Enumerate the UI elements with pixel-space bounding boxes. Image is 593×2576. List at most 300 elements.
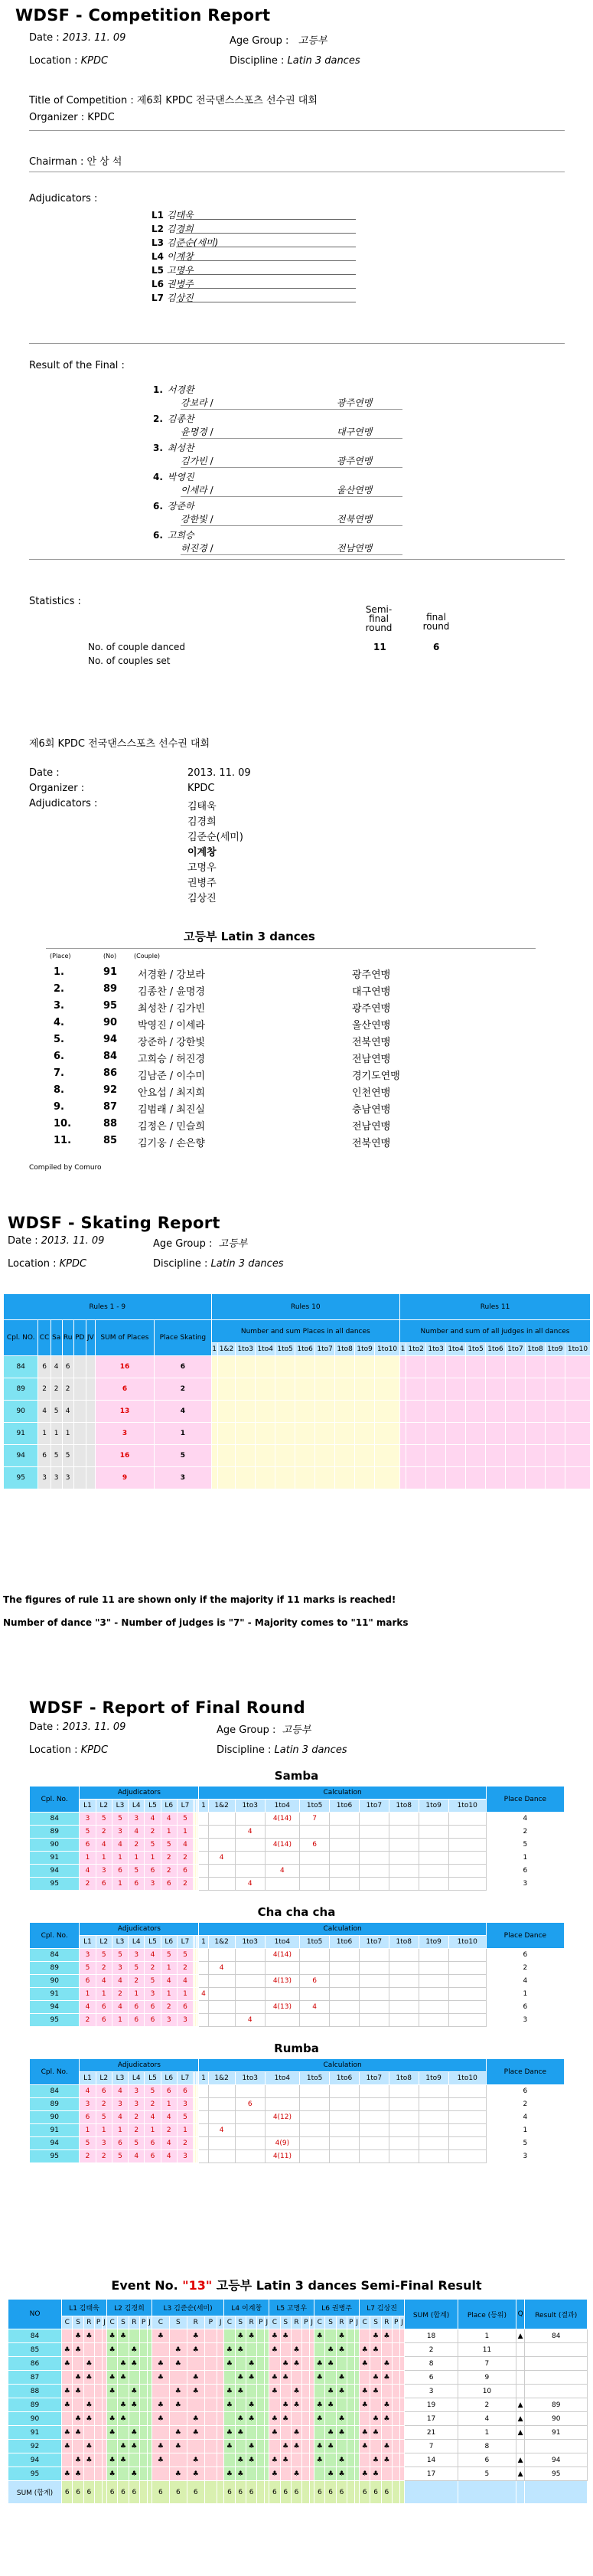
calc-value: 4: [235, 1826, 265, 1839]
adjudicator-name: 김경희: [167, 224, 194, 234]
judge-mark: 1: [80, 1988, 96, 2001]
adjudicator-code: L6: [152, 279, 164, 289]
semi-mark: ♣: [314, 2371, 325, 2385]
semi-mark: [393, 2398, 400, 2412]
calc-value: [330, 1813, 360, 1826]
judge-mark: 2: [177, 1878, 193, 1891]
dance-col: P: [257, 2316, 265, 2329]
place-value: 2: [486, 1826, 564, 1839]
semi-place: 11: [458, 2343, 516, 2357]
semi-mark: ♣: [381, 2371, 392, 2385]
col-no: (No): [103, 953, 117, 959]
judge-mark: 2: [129, 2124, 145, 2137]
rule10-cell: [256, 1467, 275, 1489]
divider: [29, 559, 565, 560]
table-row: [8, 2398, 588, 2412]
semi-mark: [257, 2371, 265, 2385]
semi-mark: [302, 2398, 310, 2412]
place-value: 5: [486, 2137, 564, 2150]
rule11-cell: [446, 1445, 466, 1467]
semi-mark: ♣: [291, 2426, 301, 2440]
divider: [29, 343, 565, 344]
semi-mark: [204, 2440, 217, 2453]
fr-date-row: Date : 2013. 11. 09: [29, 1721, 126, 1733]
semi-place: 10: [458, 2385, 516, 2398]
summary-no: 86: [103, 1067, 118, 1079]
semi-mark: ♣: [73, 2343, 83, 2357]
semi-mark: [62, 2453, 73, 2467]
skating-value: 90: [4, 1401, 38, 1423]
calc-value: 4: [235, 1878, 265, 1891]
rule10-cell: [295, 1356, 315, 1378]
semi-mark: [95, 2412, 103, 2426]
semi-mark: ♣: [269, 2453, 280, 2467]
calc-value: [199, 2001, 208, 2014]
judge-mark: 6: [177, 2001, 193, 2014]
judge-mark: 6: [112, 2137, 128, 2150]
semi-mark: [204, 2329, 217, 2343]
judge-mark: 3: [80, 2098, 96, 2111]
calc-value: [419, 2098, 448, 2111]
judge-mark: 1: [161, 1962, 177, 1975]
judge-mark: 6: [145, 2014, 161, 2027]
calc-value: [300, 2150, 330, 2163]
semi-mark: [381, 2343, 392, 2357]
semi-mark: [347, 2426, 355, 2440]
semi-mark: [139, 2467, 147, 2481]
rule10-cell: [315, 1445, 335, 1467]
judge-header: L5 고명우: [269, 2300, 314, 2316]
table-row: [30, 2014, 565, 2027]
couple-number: 90: [30, 1839, 80, 1852]
skating-value: 6: [62, 1356, 73, 1378]
adjudicator-code: L3: [152, 237, 164, 248]
semi-mark: [280, 2426, 291, 2440]
rule10-cell: [217, 1423, 236, 1445]
judge-mark: 4: [129, 1826, 145, 1839]
calc-value: 4(14): [265, 1949, 300, 1962]
skating-value: 4: [62, 1401, 73, 1423]
place-value: 4: [486, 1975, 564, 1988]
semi-mark: [204, 2398, 217, 2412]
calc-value: [208, 2014, 235, 2027]
adjudicators-header: Adjudicators: [80, 2059, 199, 2072]
summary-title: 제6회 KPDC 전국댄스스포츠 선수권 대회: [29, 738, 210, 750]
semi-mark: ♣: [83, 2329, 94, 2343]
calc-value: [359, 2001, 389, 2014]
judge-mark: 4: [96, 1975, 112, 1988]
summary-couple: 김남준 / 이수미: [138, 1071, 205, 1082]
semi-mark: ♣: [360, 2357, 370, 2371]
semi-mark: [381, 2467, 392, 2481]
judge-col: L1: [80, 1936, 96, 1949]
calc-value: [448, 1988, 486, 2001]
summary-place: 4.: [54, 1017, 64, 1028]
calc-value: [300, 1878, 330, 1891]
semi-mark: [73, 2440, 83, 2453]
semi-mark: ♣: [246, 2371, 256, 2385]
judge-col: L3: [112, 1800, 128, 1813]
judge-mark: 2: [129, 2111, 145, 2124]
calc-value: [330, 1975, 360, 1988]
semi-final-header: Semi-final round: [365, 604, 393, 633]
semi-mark: [235, 2357, 246, 2371]
skating-col-header: Place Skating: [155, 1320, 211, 1356]
semi-place: 1: [458, 2329, 516, 2343]
table-row: [4, 1320, 591, 1343]
place-value: 3: [486, 2014, 564, 2027]
skating-value: 6: [38, 1356, 51, 1378]
couple-number: 95: [30, 1878, 80, 1891]
semi-mark: ♣: [381, 2412, 392, 2426]
skating-date-row: Date : 2013. 11. 09: [8, 1235, 105, 1247]
calc-value: [235, 2137, 265, 2150]
semi-couple-no: 85: [8, 2343, 62, 2357]
rule10-cell: [315, 1467, 335, 1489]
semi-q: [516, 2357, 525, 2371]
semi-mark: [280, 2385, 291, 2398]
sum-row-value: 6: [83, 2481, 94, 2504]
semi-mark: ♣: [83, 2440, 94, 2453]
calc-col: 1to7: [359, 1800, 389, 1813]
age-group-row: Age Group : 고등부: [230, 35, 327, 47]
rule11-cell: [565, 1423, 591, 1445]
semi-mark: ♣: [62, 2398, 73, 2412]
calc-value: [389, 2137, 419, 2150]
rule11-cell: [406, 1356, 426, 1378]
calc-value: [330, 1962, 360, 1975]
semi-mark: ♣: [129, 2426, 139, 2440]
table-row: [30, 1787, 565, 1800]
dance-col: R: [291, 2316, 301, 2329]
date-row: Date : 2013. 11. 09: [29, 32, 126, 44]
semi-mark: ♣: [280, 2357, 291, 2371]
skating-value: 1: [62, 1423, 73, 1445]
calc-value: [359, 1975, 389, 1988]
semi-mark: ♣: [370, 2412, 381, 2426]
result-lead: 김종찬: [167, 414, 194, 424]
semi-mark: [302, 2453, 310, 2467]
result-entry: [153, 528, 194, 541]
calc-col: 1to8: [389, 2072, 419, 2085]
table-row: [8, 2329, 588, 2343]
judge-mark: 5: [112, 1813, 128, 1826]
skating-value: [86, 1423, 95, 1445]
semi-mark: ♣: [360, 2467, 370, 2481]
judge-mark: 1: [145, 2124, 161, 2137]
rule10-cell: [375, 1378, 400, 1401]
calc-value: [330, 2014, 360, 2027]
table-row: [30, 2150, 565, 2163]
summary-place: 10.: [54, 1118, 72, 1129]
adjudicators-label: Adjudicators :: [29, 193, 98, 204]
semi-mark: [347, 2385, 355, 2398]
rule10-cell: [256, 1445, 275, 1467]
skating-value: [86, 1467, 95, 1489]
rule10-cell: [236, 1378, 256, 1401]
semi-mark: ♣: [314, 2453, 325, 2467]
semi-mark: [95, 2398, 103, 2412]
couple-number: 90: [30, 2111, 80, 2124]
sum-row-value: 6: [224, 2481, 235, 2504]
calc-col: 1: [199, 1800, 208, 1813]
semi-mark: ♣: [291, 2357, 301, 2371]
semi-mark: [107, 2398, 118, 2412]
judge-mark: 6: [177, 2085, 193, 2098]
semi-mark: [204, 2357, 217, 2371]
calc-value: [419, 1949, 448, 1962]
semi-mark: [129, 2329, 139, 2343]
semi-mark: ♣: [187, 2343, 204, 2357]
calc-value: 4: [235, 2014, 265, 2027]
calc-value: [235, 1865, 265, 1878]
rule10-cell: [355, 1356, 375, 1378]
place-dance-header: Place Dance: [486, 2059, 564, 2085]
rule10-cell: [375, 1356, 400, 1378]
sum-row-value: 6: [280, 2481, 291, 2504]
semi-mark: ♣: [224, 2343, 235, 2357]
calc-value: [199, 1962, 208, 1975]
calc-value: [419, 2014, 448, 2027]
semi-mark: [347, 2453, 355, 2467]
calc-value: [359, 1988, 389, 2001]
rule10-cell: [256, 1356, 275, 1378]
semi-sum: 8: [405, 2357, 458, 2371]
rule11-col: 1to4: [446, 1343, 466, 1356]
semi-mark: ♣: [381, 2329, 392, 2343]
discipline-row: Discipline : Latin 3 dances: [230, 55, 360, 67]
summary-place: 5.: [54, 1034, 64, 1045]
calc-value: [389, 1852, 419, 1865]
adjudicator-line: [176, 288, 356, 289]
rule11-cell: [406, 1378, 426, 1401]
skating-value: 6: [95, 1378, 154, 1401]
table-row: [30, 2111, 565, 2124]
semi-sum: 7: [405, 2440, 458, 2453]
calc-value: [330, 1865, 360, 1878]
calc-value: [235, 1988, 265, 2001]
rule10-cell: [217, 1445, 236, 1467]
semi-mark: [314, 2385, 325, 2398]
rule11-cell: [486, 1445, 506, 1467]
judge-mark: 4: [145, 2111, 161, 2124]
judge-col: L2: [96, 1800, 112, 1813]
rule11-cell: [466, 1423, 486, 1445]
semi-mark: ♣: [381, 2357, 392, 2371]
calc-value: [389, 2098, 419, 2111]
place-value: 5: [486, 1839, 564, 1852]
result-follow-name: 윤명경: [181, 427, 207, 437]
calc-value: [265, 1826, 300, 1839]
semi-mark: ♣: [169, 2426, 187, 2440]
skating-value: 2: [62, 1378, 73, 1401]
semi-mark: [235, 2440, 246, 2453]
semi-mark: ♣: [314, 2398, 325, 2412]
skating-report: [0, 1214, 593, 1643]
place-value: 6: [486, 2085, 564, 2098]
skating-value: 2: [38, 1378, 51, 1401]
semi-mark: [347, 2343, 355, 2357]
rule10-cell: [315, 1423, 335, 1445]
judge-mark: 2: [145, 2098, 161, 2111]
summary-organizer-label: Organizer :: [29, 783, 85, 794]
judge-mark: 4: [112, 2001, 128, 2014]
calc-value: [359, 2111, 389, 2124]
summary-no: 88: [103, 1118, 118, 1129]
semi-mark: ♣: [129, 2467, 139, 2481]
rule10-col: 1to3: [236, 1343, 256, 1356]
rule11-col: 1to8: [526, 1343, 546, 1356]
calc-col: 1to6: [330, 1800, 360, 1813]
calc-col: 1to3: [235, 2072, 265, 2085]
semi-mark: ♣: [107, 2371, 118, 2385]
dance-col: R: [246, 2316, 256, 2329]
rule10-col: 1to6: [295, 1343, 315, 1356]
calc-col: 1to5: [300, 1800, 330, 1813]
judge-mark: 4: [177, 1839, 193, 1852]
skating-value: 3: [38, 1467, 51, 1489]
result-lead: 최성찬: [167, 443, 194, 453]
table-row: [30, 2001, 565, 2014]
skating-value: 16: [95, 1445, 154, 1467]
table-row: [8, 2343, 588, 2357]
semi-mark: [118, 2467, 129, 2481]
adjudicator-entry: [145, 222, 194, 235]
calc-value: [389, 1949, 419, 1962]
couple-number: 94: [30, 1865, 80, 1878]
calc-value: [389, 2111, 419, 2124]
judge-mark: 1: [96, 2124, 112, 2137]
rule10-col: 1to5: [275, 1343, 295, 1356]
calc-value: 6: [300, 1975, 330, 1988]
rule11-col: 1: [400, 1343, 406, 1356]
summary-region: 광주연맹: [352, 969, 391, 981]
adjudicators-header: Adjudicators: [80, 1923, 199, 1936]
calc-value: [265, 2098, 300, 2111]
sum-row-value: [139, 2481, 147, 2504]
rule11-cell: [446, 1356, 466, 1378]
place-value: 1: [486, 1988, 564, 2001]
calc-value: [208, 2137, 235, 2150]
calc-col: 1&2: [208, 2072, 235, 2085]
calc-value: [235, 1949, 265, 1962]
rule11-col: 1to3: [426, 1343, 446, 1356]
summary-region: 전북연맹: [352, 1138, 391, 1149]
summary-adjudicator: 김태욱: [187, 801, 217, 812]
semi-mark: [302, 2343, 310, 2357]
calc-value: [448, 1839, 486, 1852]
calc-value: [389, 1988, 419, 2001]
result-lead: 고희승: [167, 530, 194, 541]
rule11-cell: [486, 1467, 506, 1489]
sum-row-value: 6: [152, 2481, 169, 2504]
semi-mark: ♣: [224, 2357, 235, 2371]
semi-mark: [360, 2412, 370, 2426]
rule11-cell: [486, 1378, 506, 1401]
semi-mark: ♣: [246, 2412, 256, 2426]
sum-row-value: 6: [381, 2481, 392, 2504]
semi-mark: ♣: [291, 2398, 301, 2412]
calc-value: [359, 2098, 389, 2111]
result-follow: 허진경 /: [181, 543, 213, 554]
judge-mark: 4: [80, 2085, 96, 2098]
rule10-cell: [211, 1467, 217, 1489]
rule10-cell: [236, 1467, 256, 1489]
semi-mark: [204, 2343, 217, 2357]
semi-mark: ♣: [62, 2426, 73, 2440]
judge-mark: 3: [145, 1988, 161, 2001]
place-value: 1: [486, 2124, 564, 2137]
semi-mark: ♣: [381, 2440, 392, 2453]
rule11-cell: [406, 1445, 426, 1467]
semi-mark: ♣: [129, 2398, 139, 2412]
semi-mark: [139, 2329, 147, 2343]
semi-mark: ♣: [83, 2398, 94, 2412]
semi-mark: ♣: [235, 2385, 246, 2398]
sum-row-value: [217, 2481, 224, 2504]
calc-col: 1to4: [265, 1800, 300, 1813]
calc-col: 1to9: [419, 2072, 448, 2085]
semi-title: Event No. "13" 고등부 Latin 3 dances Semi-Final Result: [111, 2278, 482, 2293]
judge-mark: 1: [80, 2124, 96, 2137]
calc-col: 1to6: [330, 2072, 360, 2085]
sum-row-value: 6: [187, 2481, 204, 2504]
semi-mark: [257, 2329, 265, 2343]
sum-row-value: [204, 2481, 217, 2504]
semi-place: 6: [458, 2453, 516, 2467]
semi-mark: ♣: [381, 2453, 392, 2467]
semi-q: [516, 2343, 525, 2357]
skating-value: 4: [51, 1356, 62, 1378]
sum-row-label: SUM (합계): [8, 2481, 62, 2504]
semi-mark: [360, 2371, 370, 2385]
summary-region: 대구연맹: [352, 986, 391, 998]
semi-mark: ♣: [107, 2329, 118, 2343]
judge-mark: 1: [161, 1826, 177, 1839]
semi-mark: ♣: [152, 2357, 169, 2371]
adjudicator-name: 고명우: [167, 265, 194, 276]
semi-mark: [139, 2371, 147, 2385]
semi-mark: [325, 2412, 336, 2426]
semi-mark: [217, 2371, 224, 2385]
rule11-cell: [400, 1401, 406, 1423]
semi-mark: [393, 2453, 400, 2467]
semi-mark: ♣: [235, 2343, 246, 2357]
calc-value: [419, 1962, 448, 1975]
judge-header: L4 이계창: [224, 2300, 269, 2316]
calc-value: [359, 1878, 389, 1891]
semi-mark: [217, 2398, 224, 2412]
judge-mark: 6: [177, 1865, 193, 1878]
rule11-cell: [400, 1378, 406, 1401]
calc-value: [448, 1962, 486, 1975]
table-row: [30, 1962, 565, 1975]
rule11-cell: [506, 1467, 526, 1489]
summary-couple: 김범래 / 최진실: [138, 1104, 205, 1116]
semi-mark: [169, 2329, 187, 2343]
rule11-cell: [406, 1467, 426, 1489]
calc-col: 1to4: [265, 1936, 300, 1949]
semi-mark: ♣: [129, 2440, 139, 2453]
table-row: [8, 2440, 588, 2453]
rule11-cell: [400, 1445, 406, 1467]
judge-mark: 1: [161, 2098, 177, 2111]
calc-value: [389, 1962, 419, 1975]
rule11-cell: [426, 1423, 446, 1445]
semi-mark: [217, 2357, 224, 2371]
calc-value: [235, 1839, 265, 1852]
rule11-cell: [546, 1467, 565, 1489]
